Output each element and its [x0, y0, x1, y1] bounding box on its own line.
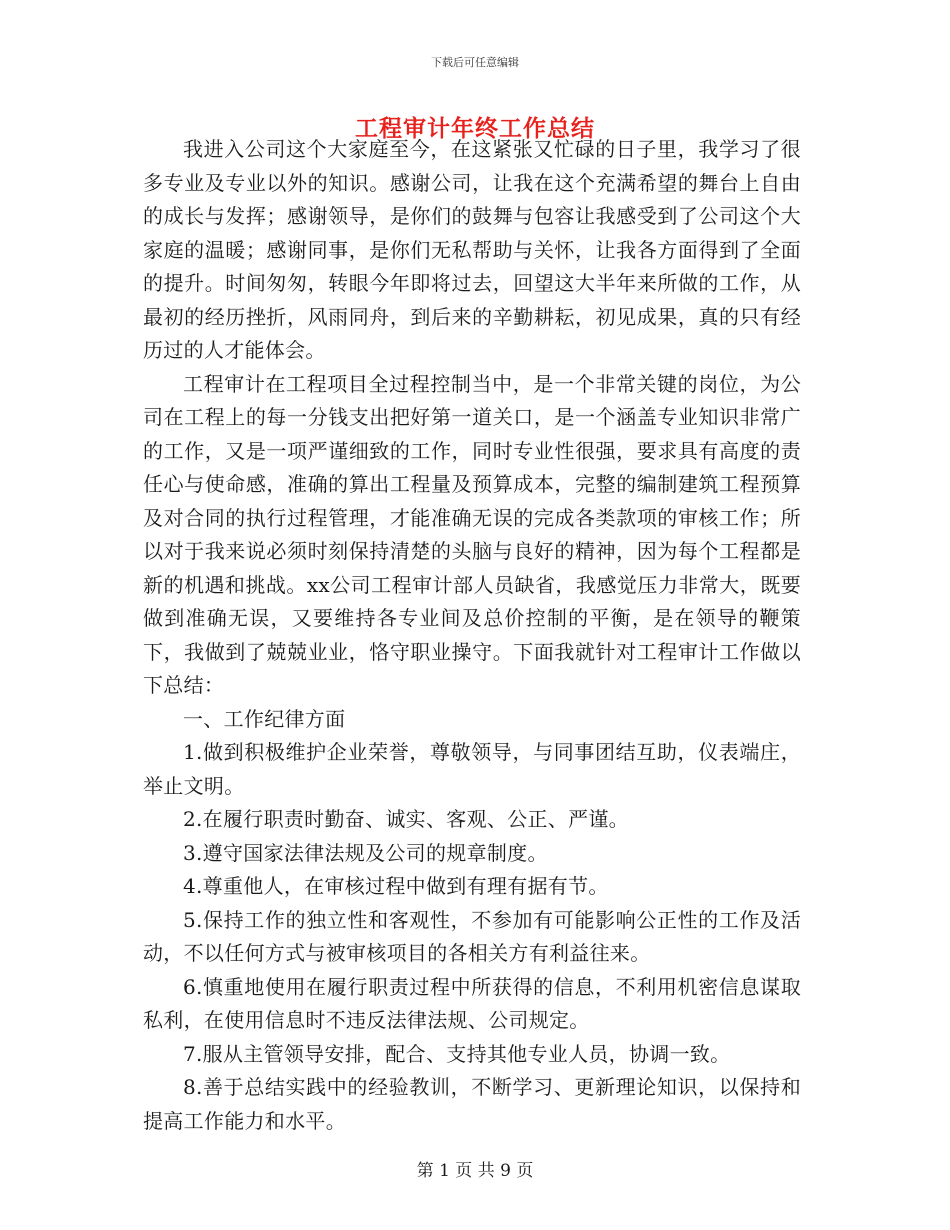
header-note: 下载后可任意编辑 [431, 56, 519, 69]
paragraph-intro: 我进入公司这个大家庭至今，在这紧张又忙碌的日子里，我学习了很多专业及专业以外的知识。感谢公司，让我在这个充满希望的舞台上自由的成长与发挥；感谢领导，是你们的鼓舞与包容让我感受到了公司这个大家庭的温暖；感谢同事，是你们无私帮助与关怀，让我各方面得到了全面的提升。时间匆匆，转眼今年即将过去，回望这大半年来所做的工作，从最初的经历挫折，风雨同舟，到后来的辛勤耕耘，初见成果，真的只有经历过的人才能体会。 [143, 137, 801, 362]
list-item-5: 5.保持工作的独立性和客观性，不参加有可能影响公正性的工作及活动，不以任何方式与被审核项目的各相关方有利益往来。 [143, 907, 801, 965]
list-item-1: 1.做到积极维护企业荣誉，尊敬领导，与同事团结互助，仪表端庄，举止文明。 [143, 740, 801, 798]
list-item-8: 8.善于总结实践中的经验教训，不断学习、更新理论知识，以保持和提高工作能力和水平。 [143, 1075, 801, 1133]
document-title: 工程审计年终工作总结 [355, 116, 595, 142]
page-footer: 第 1 页 共 9 页 [416, 1161, 534, 1181]
list-item-2: 2.在履行职责时勤奋、诚实、客观、公正、严谨。 [183, 807, 629, 831]
section-heading-discipline: 一、工作纪律方面 [183, 706, 346, 731]
paragraph-audit-role: 工程审计在工程项目全过程控制当中，是一个非常关键的岗位，为公司在工程上的每一分钱支出把好第一道关口，是一个涵盖专业知识非常广的工作，又是一项严谨细致的工作，同时专业性很强，要求具有高度的责任心与使命感，准确的算出工程量及预算成本，完整的编制建筑工程预算及对合同的执行过程管理，才能准确无误的完成各类款项的审核工作；所以对于我来说必须时刻保持清楚的头脑与良好的精神，因为每个工程都是新的机遇和挑战。xx公司工程审计部人员缺省，我感觉压力非常大，既要做到准确无误，又要维持各专业间及总价控制的平衡，是在领导的鞭策下，我做到了兢兢业业，恪守职业操守。下面我就针对工程审计工作做以下总结： [143, 371, 801, 697]
list-item-4: 4.尊重他人，在审核过程中做到有理有据有节。 [183, 874, 609, 898]
document-body [143, 133, 801, 1138]
list-item-3: 3.遵守国家法律法规及公司的规章制度。 [183, 840, 548, 865]
list-item-6: 6.慎重地使用在履行职责过程中所获得的信息，不利用机密信息谋取私利，在使用信息时不违反法律法规、公司规定。 [143, 974, 801, 1032]
list-item-7: 7.服从主管领导安排，配合、支持其他专业人员，协调一致。 [183, 1041, 731, 1066]
